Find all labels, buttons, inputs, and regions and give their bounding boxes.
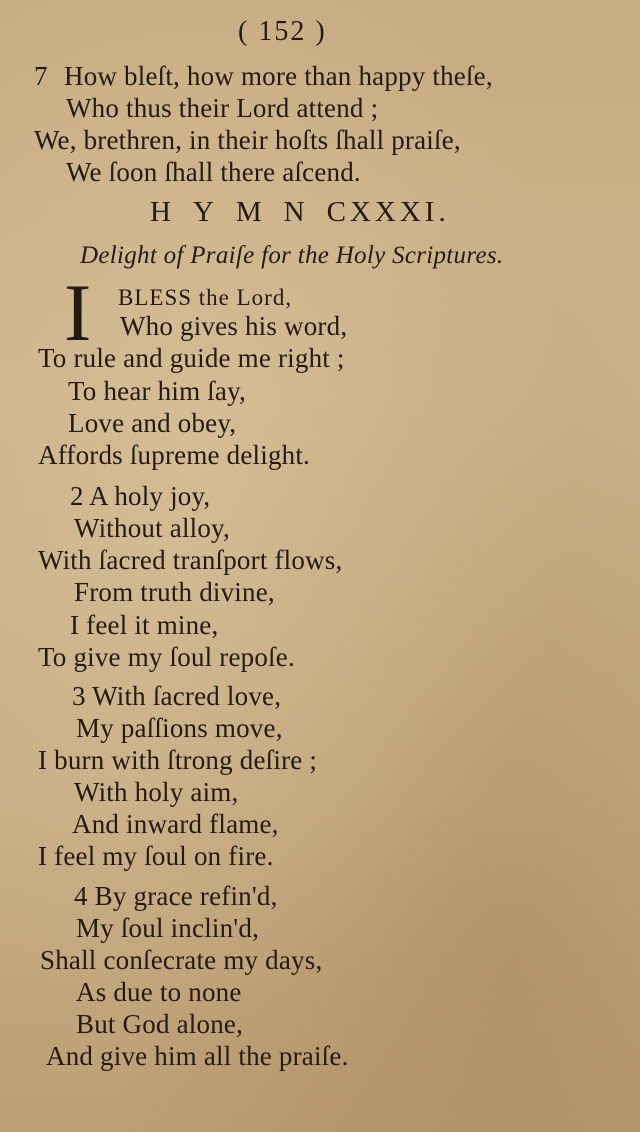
verse-line: Shall conſecrate my days, <box>40 945 323 975</box>
verse-line: Who thus their Lord attend ; <box>66 93 379 123</box>
hymn-number: CXXXI. <box>326 196 450 228</box>
verse-line: My paſſions move, <box>76 713 283 743</box>
hymn-heading <box>150 196 450 228</box>
verse-line: 2 A holy joy, <box>70 481 211 511</box>
verse-line: Love and obey, <box>68 408 237 438</box>
verse-line: BLESS the Lord, <box>118 285 293 310</box>
verse-line: To hear him ſay, <box>68 376 247 406</box>
verse-line: We ſoon ſhall there aſcend. <box>66 157 361 187</box>
verse-line: We, brethren, in their hoſts ſhall praiſe, <box>34 125 461 155</box>
verse-line: With holy aim, <box>74 777 239 807</box>
verse-line: My ſoul inclin'd, <box>76 913 260 943</box>
verse-line: Without alloy, <box>74 513 230 543</box>
page-number: ( 152 ) <box>238 16 327 47</box>
verse-line: How bleſt, how more than happy theſe, <box>64 61 493 91</box>
verse-line: With ſacred tranſport flows, <box>38 545 343 575</box>
verse-line: To rule and guide me right ; <box>38 343 345 373</box>
drop-cap: I <box>64 267 92 358</box>
verse-line: 4 By grace refin'd, <box>74 881 278 911</box>
verse-line: I feel it mine, <box>70 610 219 640</box>
verse-line: Affords ſupreme delight. <box>38 440 310 470</box>
verse-line: As due to none <box>76 977 242 1007</box>
hymn-subtitle: Delight of Praiſe for the Holy Scriptures. <box>80 242 504 269</box>
hymn-label: HYMN <box>150 196 327 228</box>
verse-line: From truth divine, <box>74 577 275 607</box>
verse-line: But God alone, <box>76 1009 244 1039</box>
verse-line: I feel my ſoul on fire. <box>38 841 274 871</box>
verse-line: 3 With ſacred love, <box>72 681 282 711</box>
verse-line: I burn with ſtrong deſire ; <box>38 745 318 775</box>
verse-line: Who gives his word, <box>120 311 348 341</box>
verse-line: And inward flame, <box>72 809 279 839</box>
verse-line: And give him all the praiſe. <box>46 1041 349 1071</box>
verse-line: To give my ſoul repoſe. <box>38 642 295 672</box>
verse-number: 7 <box>34 61 48 91</box>
